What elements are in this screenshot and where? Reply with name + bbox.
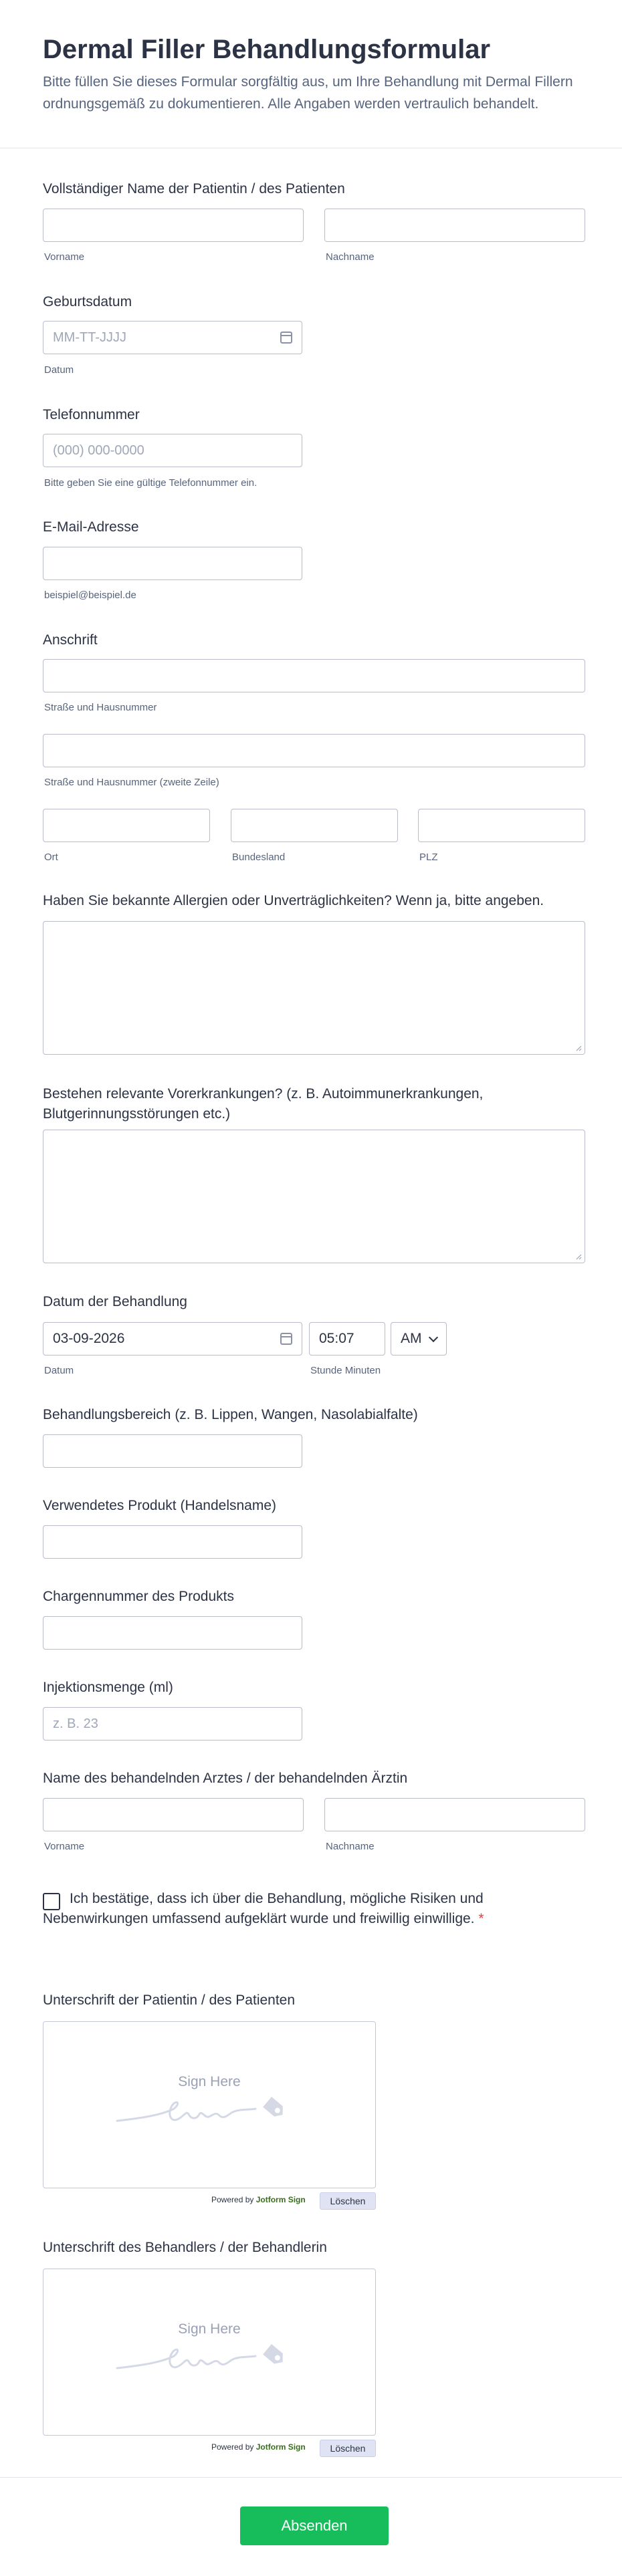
email-label: E-Mail-Adresse (43, 519, 139, 535)
street2-input[interactable] (43, 734, 585, 767)
signature-placeholder: Sign Here (178, 2321, 241, 2337)
submit-button[interactable]: Absenden (240, 2506, 389, 2545)
phone-input[interactable] (43, 434, 302, 467)
patient-signature-clear-button[interactable]: Löschen (320, 2192, 376, 2210)
birthdate-placeholder: MM-TT-JJJJ (53, 330, 126, 345)
phone-placeholder: (000) 000-0000 (53, 443, 144, 458)
signature-squiggle-icon (114, 2336, 308, 2376)
birthdate-input[interactable] (43, 321, 302, 354)
calendar-icon[interactable] (280, 332, 292, 344)
form-title: Dermal Filler Behandlungsformular (43, 35, 491, 64)
signature-placeholder: Sign Here (178, 2074, 241, 2089)
patient-signature-label: Unterschrift der Patientin / des Patienten (43, 1992, 296, 2008)
birthdate-label: Geburtsdatum (43, 294, 132, 309)
practitioner-signature-label: Unterschrift des Behandlers / der Behandlerin (43, 2240, 327, 2255)
email-input[interactable] (43, 547, 302, 580)
batch-input[interactable] (43, 1616, 302, 1650)
area-input[interactable] (43, 1434, 302, 1468)
product-input[interactable] (43, 1525, 302, 1559)
treatment-date-value: 03-09-2026 (53, 1331, 125, 1346)
city-input[interactable] (43, 809, 210, 842)
doctor-last-name-sublabel: Nachname (326, 1841, 375, 1852)
doctor-first-name-sublabel: Vorname (44, 1841, 85, 1852)
email-sublabel: beispiel@beispiel.de (44, 590, 136, 601)
patient-signature-pad[interactable] (43, 2021, 376, 2188)
amount-input[interactable] (43, 1707, 302, 1741)
city-sublabel: Ort (44, 852, 58, 863)
phone-sublabel: Bitte geben Sie eine gültige Telefonnummer ein. (44, 477, 257, 489)
practitioner-signature-pad[interactable] (43, 2269, 376, 2436)
street-input[interactable] (43, 659, 585, 692)
state-input[interactable] (231, 809, 398, 842)
treatment-time-sublabel: Stunde Minuten (310, 1365, 381, 1376)
zip-sublabel: PLZ (419, 852, 438, 863)
doctor-first-name-input[interactable] (43, 1798, 304, 1831)
doctor-last-name-input[interactable] (324, 1798, 585, 1831)
product-label: Verwendetes Produkt (Handelsname) (43, 1498, 277, 1513)
form-header (0, 0, 622, 148)
patient-last-name-sublabel: Nachname (326, 251, 375, 263)
patient-last-name-input[interactable] (324, 209, 585, 242)
doctor-label: Name des behandelnden Arztes / der behandelnden Ärztin (43, 1771, 408, 1786)
chevron-down-icon (429, 1333, 438, 1342)
consent-text: Ich bestätige, dass ich über die Behandlung, mögliche Risiken und Nebenwirkungen umfassend aufgeklärt wurde und freiwillig einwillige. * (43, 1891, 484, 1926)
treatment-date-input[interactable] (43, 1322, 302, 1356)
treatment-date-label: Datum der Behandlung (43, 1294, 187, 1309)
street-sublabel: Straße und Hausnummer (44, 702, 157, 713)
allergies-textarea[interactable] (43, 921, 585, 1055)
practitioner-signature-clear-button[interactable]: Löschen (320, 2440, 376, 2457)
resize-grip-icon[interactable] (575, 1253, 582, 1260)
treatment-date-sublabel: Datum (44, 1365, 74, 1376)
street2-sublabel: Straße und Hausnummer (zweite Zeile) (44, 777, 219, 788)
allergies-label: Haben Sie bekannte Allergien oder Unverträglichkeiten? Wenn ja, bitte angeben. (43, 893, 544, 908)
resize-grip-icon[interactable] (575, 1045, 582, 1051)
treatment-time-input[interactable] (309, 1322, 385, 1356)
birthdate-sublabel: Datum (44, 364, 74, 376)
patient-signature-powered: Powered by Jotform Sign (211, 2195, 306, 2204)
conditions-textarea[interactable] (43, 1130, 585, 1263)
signature-squiggle-icon (114, 2089, 308, 2129)
treatment-time-value: 05:07 (319, 1331, 354, 1346)
zip-input[interactable] (418, 809, 585, 842)
required-mark: * (478, 1911, 484, 1926)
calendar-icon[interactable] (280, 1333, 292, 1345)
state-sublabel: Bundesland (232, 852, 286, 863)
form-description: Bitte füllen Sie dieses Formular sorgfältig aus, um Ihre Behandlung mit Dermal Fillern ordnungsgemäß zu dokumentieren. Alle Angaben werden vertraulich behandelt. (43, 74, 573, 112)
amount-label: Injektionsmenge (ml) (43, 1680, 173, 1695)
address-label: Anschrift (43, 632, 98, 648)
ampm-value: AM (401, 1331, 422, 1346)
amount-placeholder: z. B. 23 (53, 1716, 98, 1731)
batch-label: Chargennummer des Produkts (43, 1589, 234, 1604)
conditions-label: Bestehen relevante Vorerkrankungen? (z. B. Autoimmunerkrankungen, Blutgerinnungsstörungen etc.) (43, 1086, 484, 1122)
patient-name-label: Vollständiger Name der Patientin / des Patienten (43, 181, 345, 197)
phone-label: Telefonnummer (43, 407, 140, 422)
patient-first-name-sublabel: Vorname (44, 251, 85, 263)
ampm-select[interactable] (391, 1322, 447, 1356)
patient-first-name-input[interactable] (43, 209, 304, 242)
area-label: Behandlungsbereich (z. B. Lippen, Wangen, Nasolabialfalte) (43, 1407, 418, 1422)
practitioner-signature-powered: Powered by Jotform Sign (211, 2442, 306, 2452)
